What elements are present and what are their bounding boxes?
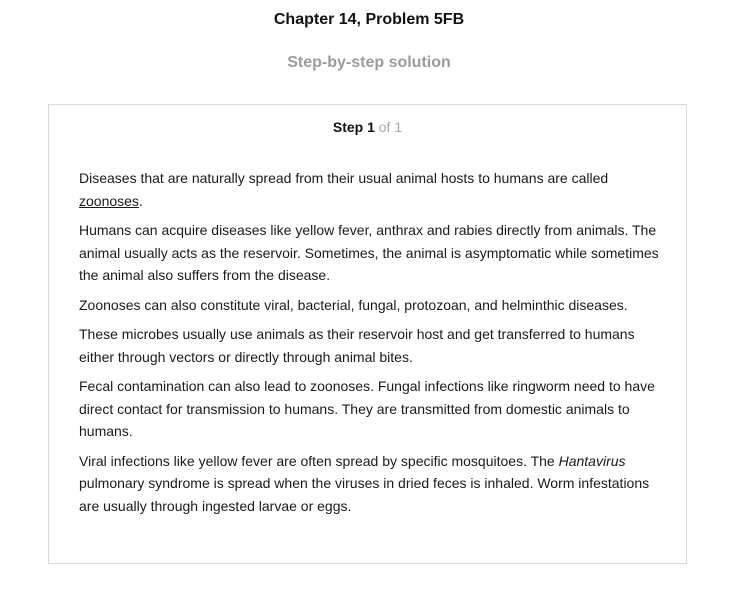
paragraph-acquisition: Humans can acquire diseases like yellow fever, anthrax and rabies directly from animals. The animal usually acts as the reservoir. Sometimes, the animal is asymptomatic while sometimes the animal also suffers from the disease. [79,222,659,283]
step-of-count: of 1 [378,119,403,135]
step-card [48,104,687,564]
paragraph-text: Viral infections like yellow fever are often spread by specific mosquitoes. The [79,452,559,469]
paragraph-end: pulmonary syndrome is spread when the viruses in dried feces is inhaled. Worm infestations are usually through ingested larvae or eggs. [79,475,650,514]
paragraph-text: Diseases that are naturally spread from their usual animal hosts to humans are called [79,170,609,186]
paragraph-fecal: Fecal contamination can also lead to zoonoses. Fungal infections like ringworm need to have direct contact for transmission to humans. They are transmitted from domestic animals to humans. [79,378,655,439]
paragraph-viral [79,450,669,518]
paragraph-transfer: These microbes usually use animals as their reservoir host and get transferred to humans either through vectors or directly through animal bites. [79,326,635,365]
chapter-title: Chapter 14, Problem 5FB [273,11,465,28]
step-label: Step 1 [332,119,375,135]
zoonoses-term: zoonoses [79,192,139,209]
hantavirus-term: Hantavirus [558,452,626,469]
paragraph-disease-types: Zoonoses can also constitute viral, bacterial, fungal, protozoan, and helminthic diseases. [79,296,628,313]
paragraph-end: . [138,192,143,209]
step-header [49,119,686,135]
solution-content [79,167,669,524]
solution-subtitle: Step-by-step solution [287,54,451,71]
paragraph-zoonoses-definition [79,167,669,212]
